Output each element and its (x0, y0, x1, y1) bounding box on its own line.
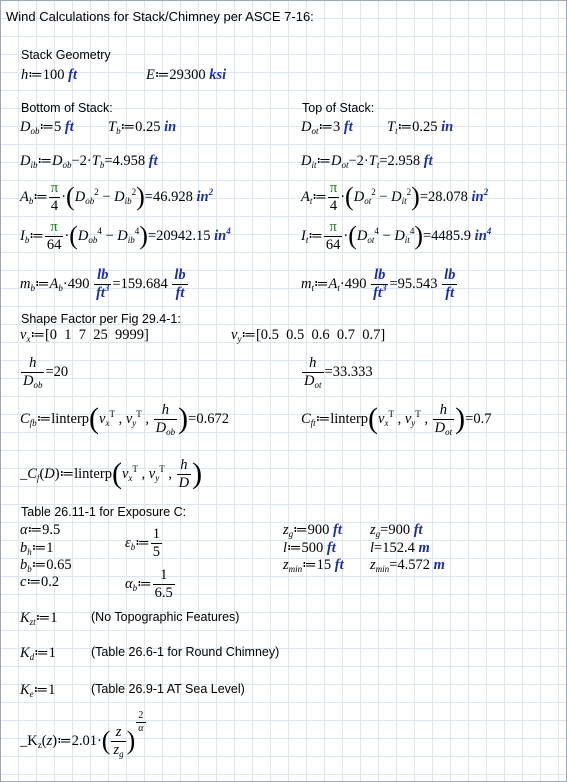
eq-l-ft[interactable]: l≔500 ft (283, 540, 336, 556)
section-exposure: Table 26.11-1 for Exposure C: (21, 505, 187, 519)
page-title: Wind Calculations for Stack/Chimney per ASCE 7-16: (6, 9, 314, 24)
eq-zg-ft[interactable]: $z_g≔900$ ft (283, 522, 342, 539)
eq-c[interactable]: c≔0.2 (20, 574, 60, 590)
note-kd: (Table 26.6-1 for Round Chimney) (91, 645, 280, 659)
eq-It[interactable]: $I_t≔$ $\frac{\pi}{64}$ $\cdot(D_{ot}^4 - D_{it}^4)=4485.9$ $in^4$ (301, 219, 492, 253)
eq-Cfb[interactable]: $C_{fb}≔linterp(v_x^T$ , $v_y^T$ , h $D_{ob}$ )=0.672 (20, 402, 229, 437)
eq-E[interactable]: E≔29300 ksi (146, 67, 227, 83)
eq-h[interactable]: h≔100 ft (21, 67, 77, 83)
eq-Dot[interactable]: $D_{ot}≔3$ ft (301, 119, 353, 136)
kz-exponent: $\frac{2}{\alpha}$ (138, 710, 144, 734)
note-ke: (Table 26.9-1 AT Sea Level) (91, 682, 245, 696)
eq-vy[interactable]: $v_y≔[0.5$ 0.5 0.6 0.7 0.7] (231, 327, 386, 344)
note-kzt: (No Topographic Features) (91, 610, 240, 624)
eq-Ab[interactable]: $A_b≔$ $\frac{\pi}{4}$ $\cdot(D_{ob}^2 - D_{ib}^2)=46.928$ $in^2$ (20, 180, 214, 214)
eq-Dib[interactable]: $D_{ib}≔D_{ob}-2\cdot T_b=4.958$ ft (20, 153, 158, 170)
eq-bh[interactable]: $b_h≔1$ (20, 540, 54, 557)
eq-Ke[interactable]: $K_e≔1$ (20, 682, 56, 699)
eq-Kd[interactable]: $K_d≔1$ (20, 645, 56, 662)
eq-Cf-function[interactable]: $\_C_f(D)≔linterp(v_x^T$ , $v_y^T$ , $\frac{h}{D}$ ) (20, 457, 203, 491)
res-zmin: $z_{min}=4.572$ m (370, 557, 445, 574)
eq-Kz-function[interactable]: $\_K_z(z)≔2.01\cdot$( $\frac{z}{z_g}$ ) $\frac{2}{\alpha}$ (20, 724, 147, 758)
section-shape-factor: Shape Factor per Fig 29.4-1: (21, 312, 181, 326)
eq-epsilon-b[interactable]: $\varepsilon_b≔$ $\frac{1}{5}$ (125, 526, 160, 560)
res-l: l=152.4 m (370, 540, 430, 556)
eq-alpha[interactable]: α≔9.5 (20, 522, 61, 538)
eq-h-over-Dob[interactable]: h $D_{ob}$ =20 (23, 355, 69, 390)
eq-mt[interactable]: $m_t≔A_t\cdot 490$ $\frac{lb}{ft^3}$ =95.543 $\frac{lb}{ft}$ (301, 267, 456, 301)
eq-alpha-b[interactable]: $\alpha_b≔$ $\frac{1}{6.5}$ (125, 567, 173, 601)
eq-vx[interactable]: $v_x≔[0$ 1 7 25 9999] (20, 327, 149, 344)
section-top: Top of Stack: (302, 101, 375, 115)
eq-Dit[interactable]: $D_{it}≔D_{ot}-2\cdot T_t=2.958$ ft (301, 153, 433, 170)
eq-Tb[interactable]: $T_b≔0.25$ in (108, 119, 177, 136)
eq-Dob[interactable]: $D_{ob}≔5$ ft (20, 119, 74, 136)
eq-Tt[interactable]: $T_t≔0.25$ in (387, 119, 454, 136)
res-zg: $z_g=900$ ft (370, 522, 423, 539)
eq-Cft[interactable]: $C_{ft}≔linterp(v_x^T$ , $v_y^T$ , h $D_{ot}$ )=0.7 (301, 402, 492, 437)
eq-mb[interactable]: $m_b≔A_b\cdot 490$ $\frac{lb}{ft^3}$ =159.684 $\frac{lb}{ft}$ (20, 267, 186, 301)
eq-zmin-ft[interactable]: $z_{min}≔15$ ft (283, 557, 344, 574)
section-stack-geometry: Stack Geometry (21, 48, 111, 62)
eq-Ib[interactable]: $I_b≔$ $\frac{\pi}{64}$ $\cdot(D_{ob}^4 - D_{ib}^4)=20942.15$ $in^4$ (20, 219, 231, 253)
eq-bb[interactable]: $b_b≔0.65$ (20, 557, 72, 574)
eq-At[interactable]: $A_t≔$ $\frac{\pi}{4}$ $\cdot(D_{ot}^2 - D_{it}^2)=28.078$ $in^2$ (301, 180, 489, 214)
eq-Kzt[interactable]: $K_{zt}≔1$ (20, 610, 58, 627)
section-bottom: Bottom of Stack: (21, 101, 113, 115)
eq-h-over-Dot[interactable]: h $D_{ot}$ =33.333 (304, 355, 373, 390)
